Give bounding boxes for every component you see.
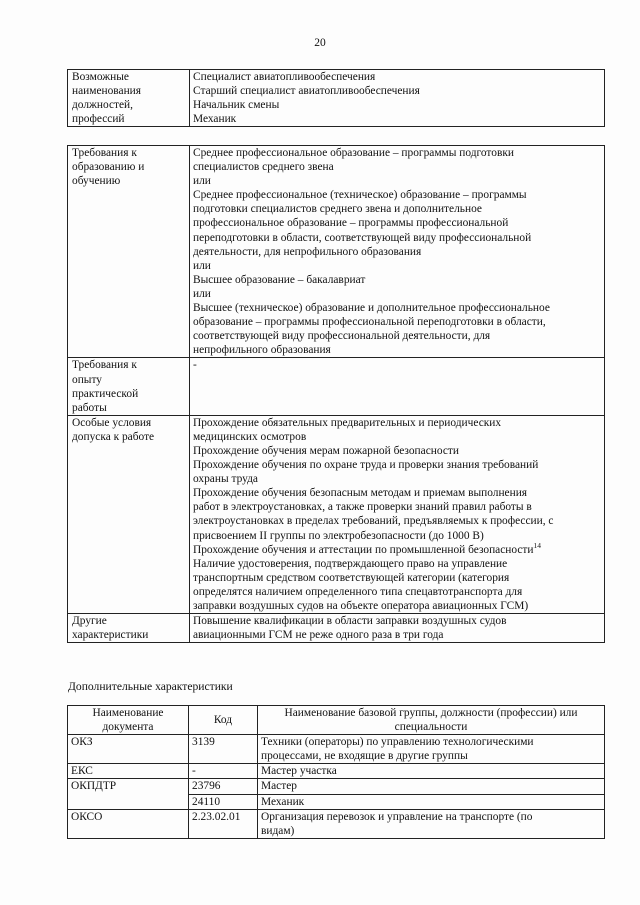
text-line: образование – программы профессиональной переподготовки в области, <box>193 316 546 329</box>
text-line: переподготовки в области, соответствующей виду профессиональной <box>193 231 532 244</box>
table-row <box>68 764 605 779</box>
positions-values <box>190 70 605 127</box>
text-line: Среднее профессиональное образование – программы подготовки <box>193 147 514 159</box>
text-line: транспортным средством соответствующей категории (категория <box>193 571 510 584</box>
cell-line: Механик <box>261 795 305 808</box>
cell-code: 24110 <box>189 794 258 809</box>
admission-text <box>190 415 605 613</box>
table-row <box>68 735 605 764</box>
table-row <box>68 779 605 794</box>
text-line: авиационными ГСМ не реже одного раза в три года <box>193 629 444 642</box>
text-line: присвоением II группы по электробезопасности (до 1000 В) <box>193 529 484 542</box>
cell-line: Техники (операторы) по управлению технологическими <box>261 736 534 749</box>
cell-name <box>258 809 605 838</box>
cell-code: - <box>189 764 258 779</box>
label-line: обучению <box>72 175 121 188</box>
education-label <box>68 146 190 358</box>
other-row <box>68 614 605 643</box>
text-line: профессиональное образование – программы профессиональной <box>193 217 509 230</box>
text-line: - <box>193 359 197 372</box>
label-line: наименования <box>72 85 142 98</box>
text-line: или <box>193 259 211 272</box>
text-line: непрофильного образования <box>193 344 331 357</box>
text-line: Высшее (техническое) образование и дополнительное профессиональное <box>193 302 550 315</box>
text-line-content: Прохождение обучения и аттестации по промышленной безопасности <box>193 543 534 556</box>
position-title: Механик <box>193 113 237 126</box>
header-code: Код <box>189 706 258 735</box>
cell-code: 23796 <box>189 779 258 794</box>
cell-line: процессами, не входящие в другие группы <box>261 750 468 763</box>
cell-line: Мастер участка <box>261 765 337 778</box>
label-line: Возможные <box>72 71 129 83</box>
position-title: Специалист авиатопливообеспечения <box>193 71 376 83</box>
admission-row <box>68 415 605 613</box>
label-line: профессий <box>72 113 125 126</box>
text-line: Прохождение обучения по охране труда и проверки знания требований <box>193 459 539 472</box>
experience-row <box>68 358 605 415</box>
text-line: Прохождение обучения мерам пожарной безопасности <box>193 444 459 457</box>
label-line: практической <box>72 387 139 400</box>
text-line: охраны труда <box>193 473 258 486</box>
text-line: подготовки специалистов среднего звена и дополнительное <box>193 203 482 216</box>
admission-label <box>68 415 190 613</box>
cell-doc: ОКСО <box>68 809 189 838</box>
text-line <box>193 540 601 557</box>
cell-name <box>258 779 605 794</box>
extra-table-header <box>68 706 605 735</box>
cell-line: Организация перевозок и управление на транспорте (по <box>261 810 533 823</box>
cell-code: 3139 <box>189 735 258 764</box>
text-line: деятельности, для непрофильного образования <box>193 245 422 258</box>
cell-line: Мастер <box>261 780 297 793</box>
label-line: должностей, <box>72 99 134 112</box>
text-line: Прохождение обязательных предварительных и периодических <box>193 416 502 429</box>
cell-doc: ЕКС <box>68 764 189 779</box>
header-line: специальности <box>394 721 468 734</box>
header-doc <box>68 706 189 735</box>
positions-label <box>68 70 190 127</box>
experience-text <box>190 358 605 415</box>
text-line: или <box>193 287 211 300</box>
footnote-marker: 14 <box>533 540 541 550</box>
cell-code: 2.23.02.01 <box>189 809 258 838</box>
text-line: электроустановках в пределах требований, предъявляемых к профессии, с <box>193 515 554 528</box>
text-line: медицинских осмотров <box>193 430 307 443</box>
position-title: Начальник смены <box>193 99 280 112</box>
cell-doc: ОКПДТР <box>68 779 189 809</box>
text-line: работ в электроустановках, а также проверки знаний правил работы в <box>193 501 532 514</box>
positions-row <box>68 70 605 127</box>
header-name <box>258 706 605 735</box>
table-row <box>68 809 605 838</box>
cell-name <box>258 764 605 779</box>
text-line: соответствующей виду профессиональной деятельности, для <box>193 330 491 343</box>
header-line: Наименование базовой группы, должности (профессии) или <box>284 707 578 719</box>
text-line: Высшее образование – бакалавриат <box>193 273 366 286</box>
text-line: Наличие удостоверения, подтверждающего право на управление <box>193 557 508 570</box>
cell-name <box>258 794 605 809</box>
experience-label <box>68 358 190 415</box>
label-line: Требования к <box>72 359 137 372</box>
extra-table <box>67 705 605 839</box>
label-line: Другие <box>72 615 107 628</box>
cell-doc: ОКЗ <box>68 735 189 764</box>
requirements-table <box>67 145 605 643</box>
extra-heading: Дополнительные характеристики <box>68 680 233 693</box>
text-line: или <box>193 175 211 188</box>
page-number: 20 <box>314 37 326 49</box>
other-label <box>68 614 190 643</box>
text-line: Прохождение обучения безопасным методам и приемам выполнения <box>193 487 528 500</box>
text-line: Повышение квалификации в области заправки воздушных судов <box>193 615 507 628</box>
label-line: опыту <box>72 373 102 386</box>
label-line: работы <box>72 401 107 414</box>
education-row <box>68 146 605 358</box>
text-line: заправки воздушных судов на объекте оператора авиационных ГСМ) <box>193 600 529 612</box>
label-line: характеристики <box>72 629 149 642</box>
cell-name <box>258 735 605 764</box>
positions-table <box>67 69 605 127</box>
label-line: образованию и <box>72 161 145 174</box>
cell-line: видам) <box>261 824 295 837</box>
label-line: Особые условия <box>72 416 152 429</box>
label-line: допуска к работе <box>72 430 155 443</box>
text-line: определятся наличием определенного типа спецавтотранспорта для <box>193 585 523 598</box>
header-line: Наименование <box>92 707 164 719</box>
other-text <box>190 614 605 643</box>
text-line: Среднее профессиональное (техническое) образование – программы <box>193 189 527 202</box>
education-text <box>190 146 605 358</box>
header-line: документа <box>102 721 154 734</box>
position-title: Старший специалист авиатопливообеспечения <box>193 85 420 98</box>
label-line: Требования к <box>72 147 137 159</box>
text-line: специалистов среднего звена <box>193 161 334 174</box>
